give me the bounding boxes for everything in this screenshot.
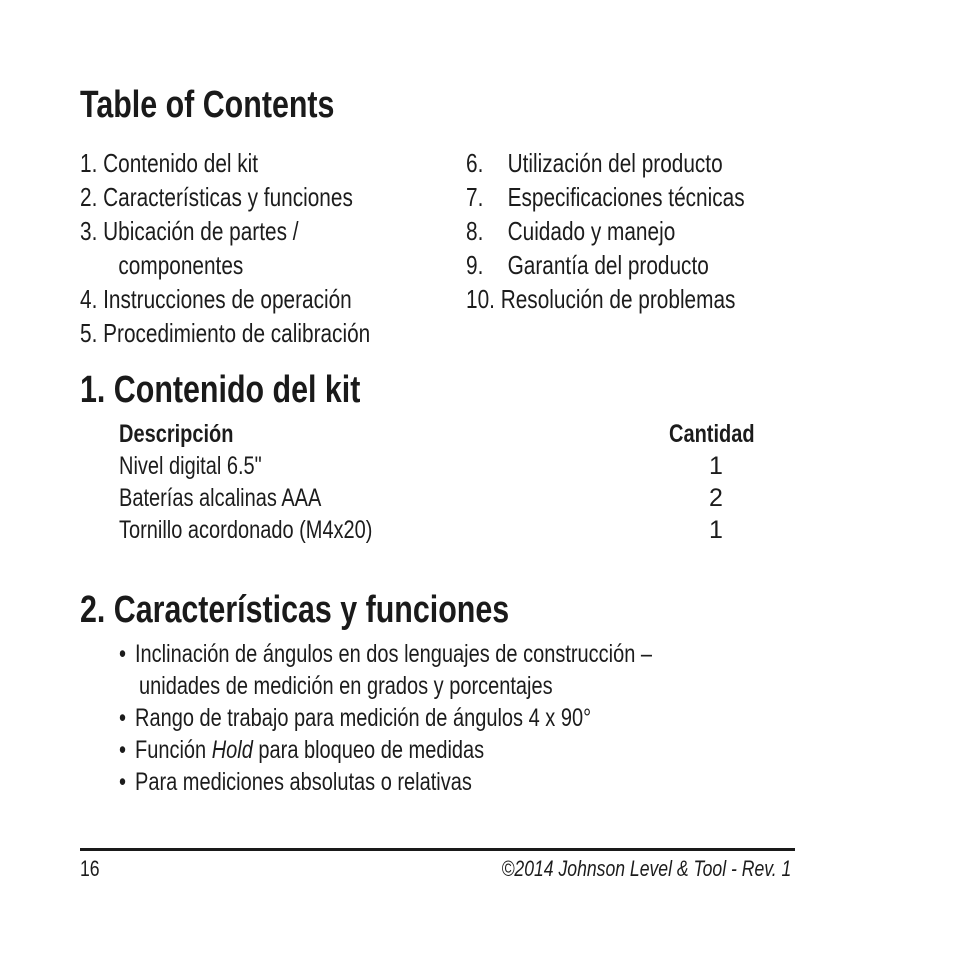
item-quantity: 1 [709, 452, 723, 480]
toc-right-column [466, 146, 814, 316]
toc-left-column [80, 146, 443, 350]
toc-label: Cuidado y manejo [507, 216, 676, 246]
feature-text-continuation: unidades de medición en grados y porcentajes [139, 672, 553, 700]
item-quantity: 2 [709, 484, 723, 512]
features-heading-text: 2. Características y funciones [80, 589, 510, 631]
toc-item-4[interactable] [80, 282, 443, 316]
feature-text: Inclinación de ángulos en dos lenguajes de construcción – [135, 640, 653, 668]
bullet-icon: • [119, 736, 127, 764]
kit-contents-table [119, 419, 879, 547]
toc-title: Table of Contents [80, 84, 335, 126]
section-heading-kit [80, 369, 430, 412]
toc-number: 8. [466, 216, 484, 246]
toc-label: Ubicación de partes / [103, 216, 299, 246]
list-item [119, 638, 785, 702]
toc-item-10[interactable] [466, 282, 814, 316]
feature-text: Rango de trabajo para medición de ángulos 4 x 90° [135, 704, 592, 732]
toc-item-5[interactable] [80, 316, 443, 350]
toc-label-continuation: componentes [118, 250, 244, 280]
toc-item-6[interactable] [466, 146, 814, 180]
footer-divider [80, 848, 795, 851]
feature-text: Para mediciones absolutas o relativas [135, 768, 472, 796]
bullet-icon: • [119, 704, 127, 732]
page-title [80, 84, 398, 127]
copyright-notice [429, 856, 791, 882]
list-item [119, 734, 785, 766]
toc-number: 7. [466, 182, 484, 212]
toc-label: Instrucciones de operación [103, 284, 352, 314]
table-row [119, 515, 879, 547]
toc-label: Especificaciones técnicas [507, 182, 745, 212]
toc-label: Características y funciones [103, 182, 353, 212]
feature-text-pre: Función [135, 736, 212, 764]
toc-number: 3. [80, 216, 98, 246]
list-item [119, 766, 785, 798]
list-item [119, 702, 785, 734]
table-row [119, 451, 879, 483]
features-list [119, 638, 785, 798]
feature-text-post: para bloqueo de medidas [252, 736, 485, 764]
feature-text-emphasis: Hold [211, 736, 253, 764]
page-number [80, 856, 104, 882]
kit-table-header [119, 419, 879, 451]
section-heading-features [80, 589, 616, 632]
item-quantity: 1 [709, 516, 723, 544]
bullet-icon: • [119, 768, 127, 796]
toc-label: Garantía del producto [507, 250, 709, 280]
toc-item-8[interactable] [466, 214, 814, 248]
toc-item-3[interactable] [80, 214, 443, 282]
toc-number: 2. [80, 182, 98, 212]
toc-number: 4. [80, 284, 98, 314]
toc-number: 5. [80, 318, 98, 348]
toc-number: 9. [466, 250, 484, 280]
toc-item-2[interactable] [80, 180, 443, 214]
toc-label: Utilización del producto [507, 148, 723, 178]
item-description: Baterías alcalinas AAA [119, 484, 322, 512]
item-description: Nivel digital 6.5" [119, 452, 262, 480]
kit-heading-text: 1. Contenido del kit [80, 369, 361, 411]
toc-number: 6. [466, 148, 484, 178]
toc-item-7[interactable] [466, 180, 814, 214]
header-description: Descripción [119, 420, 234, 448]
toc-item-1[interactable] [80, 146, 443, 180]
toc-number: 10. [466, 284, 495, 314]
toc-label: Contenido del kit [103, 148, 259, 178]
toc-label: Procedimiento de calibración [103, 318, 371, 348]
toc-item-9[interactable] [466, 248, 814, 282]
page-number-text: 16 [80, 856, 100, 881]
toc-label: Resolución de problemas [500, 284, 736, 314]
item-description: Tornillo acordonado (M4x20) [119, 516, 373, 544]
table-row [119, 483, 879, 515]
bullet-icon: • [119, 640, 127, 668]
copyright-text: ©2014 Johnson Level & Tool - Rev. 1 [501, 856, 791, 881]
header-quantity: Cantidad [669, 420, 755, 448]
toc-number: 1. [80, 148, 98, 178]
